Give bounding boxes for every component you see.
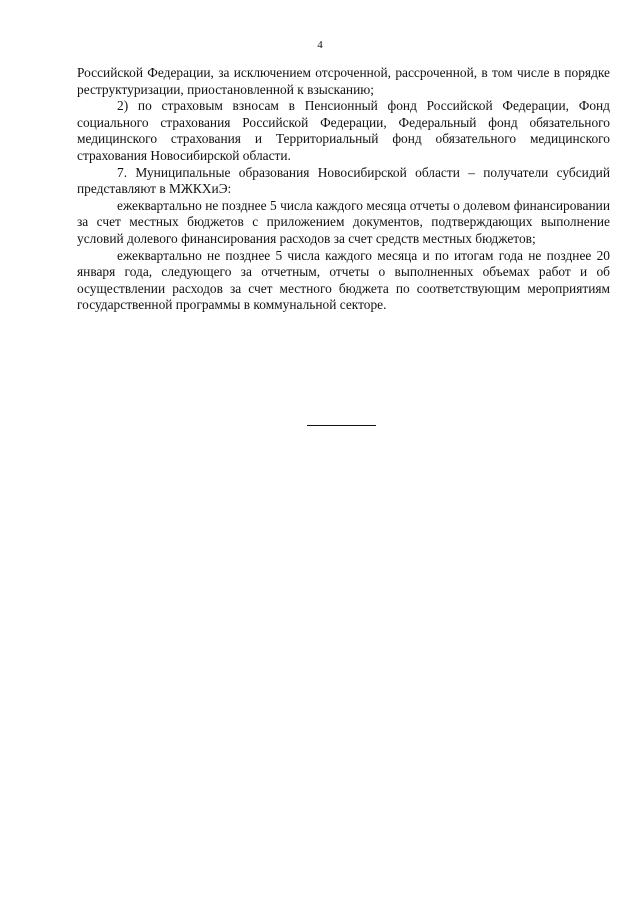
end-of-text-rule xyxy=(307,425,376,426)
paragraph-continuation: Российской Федерации, за исключением отсроченной, рассроченной, в том числе в порядке реструктуризации, приостановленной к взысканию; xyxy=(77,65,610,97)
paragraph-quarterly-works-report: ежеквартально не позднее 5 числа каждого месяца и по итогам года не позднее 20 января года, следующего за отчетным, отчеты о выполненных объемах работ и об осуществлении расходов за счет местного бюджета по соответствующим мероприятиям государственной программы в коммунальной секторе. xyxy=(77,247,610,313)
paragraph-insurance-contributions: 2) по страховым взносам в Пенсионный фонд Российской Федерации, Фонд социального страхования Российской Федерации, Федеральный фонд обязательного медицинского страхования и Территориальный фонд обязательного медицинского страхования Новосибирской области. xyxy=(77,98,610,163)
paragraph-quarterly-cofinancing-report: ежеквартально не позднее 5 числа каждого месяца отчеты о долевом финансировании за счет местных бюджетов с приложением документов, подтверждающих выполнение условий долевого финансирования расходов за счет средств местных бюджетов; xyxy=(77,197,610,246)
paragraph-item-7: 7. Муниципальные образования Новосибирской области – получатели субсидий представляют в МЖКХиЭ: xyxy=(77,164,610,197)
page-number: 4 xyxy=(317,39,323,51)
document-body xyxy=(77,65,610,314)
